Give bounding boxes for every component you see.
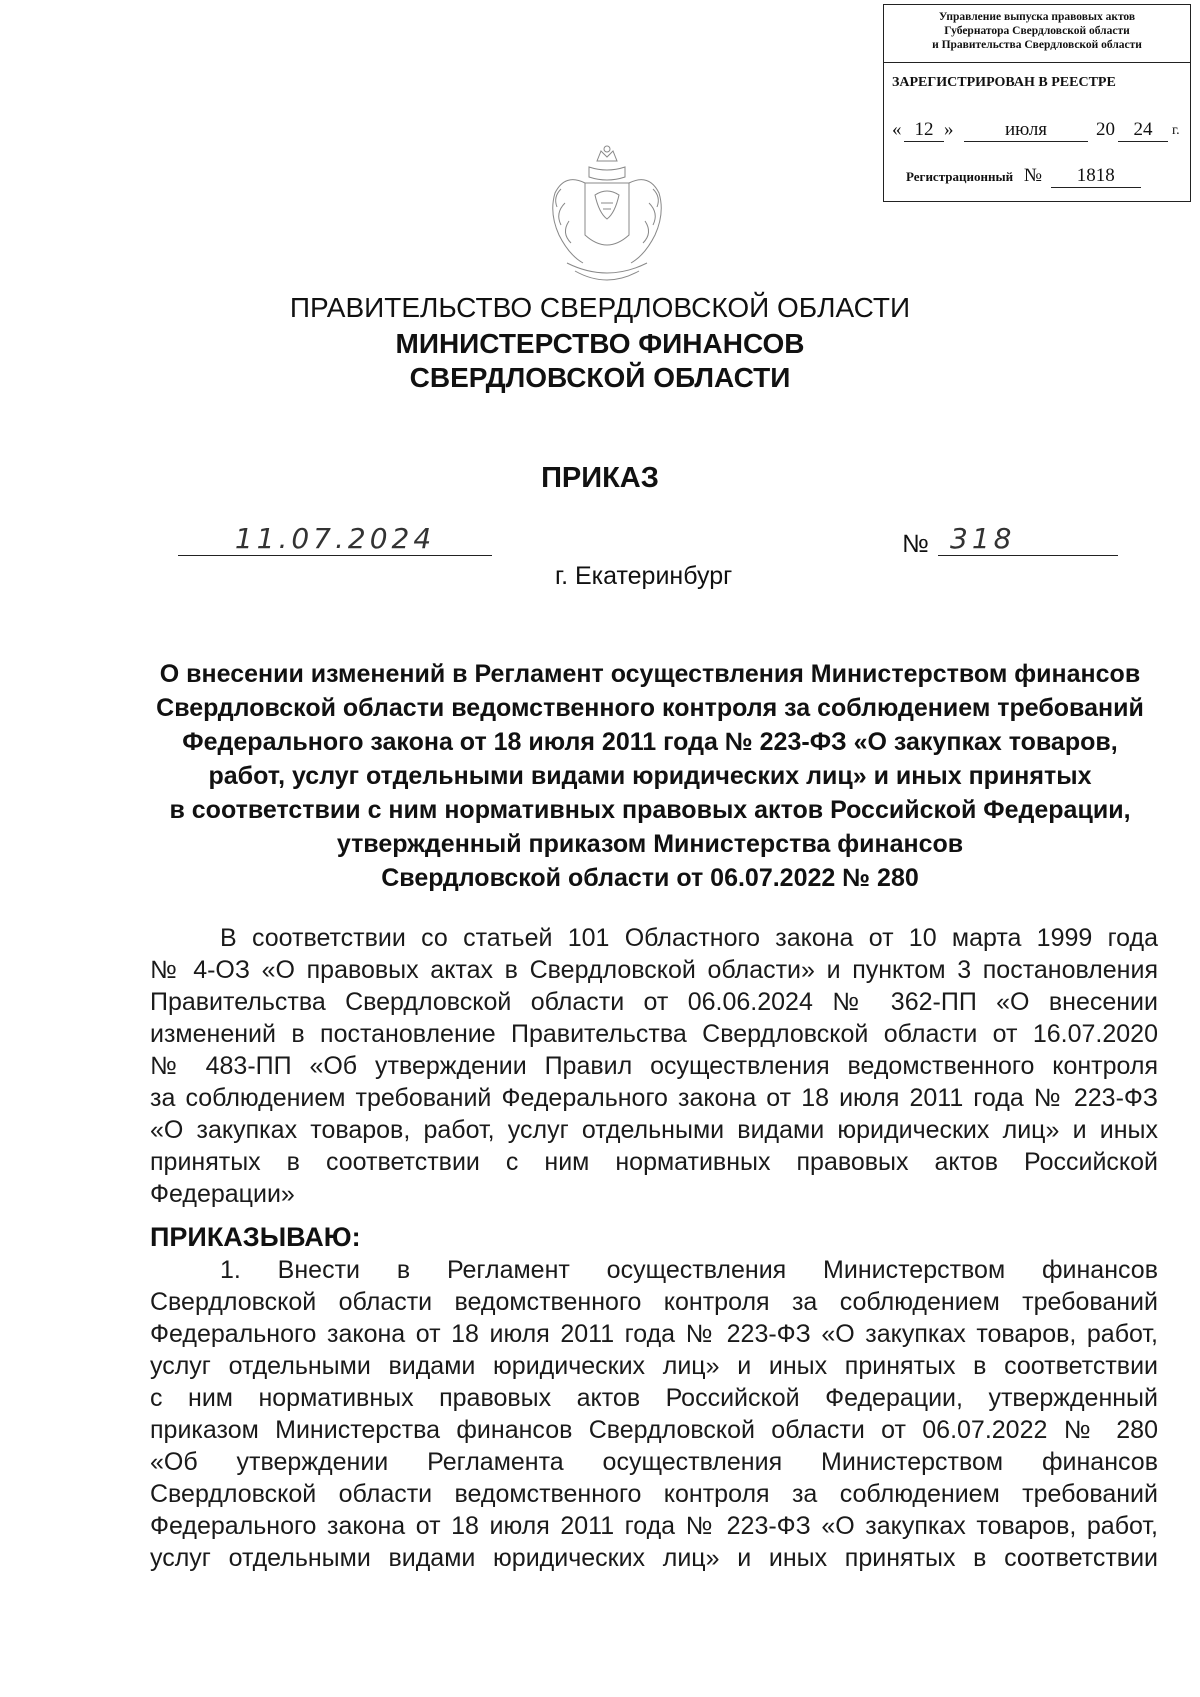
preamble-line: № 483-ПП «Об утверждении Правил осуществления ведомственного контроля — [150, 1052, 1158, 1080]
stamp-reg-label: Регистрационный — [906, 169, 1014, 184]
document-type: ПРИКАЗ — [541, 462, 659, 494]
preamble-line: «О закупках товаров, работ, услуг отдельными видами юридических лиц» и иных — [150, 1116, 1158, 1144]
coat-of-arms-emblem — [545, 143, 670, 293]
item1-line: Свердловской области ведомственного контроля за соблюдением требований — [150, 1480, 1158, 1508]
item1-line: услуг отдельными видами юридических лиц» и иных принятых в соответствии — [150, 1544, 1158, 1572]
item1-line: 1. Внести в Регламент осуществления Министерством финансов — [220, 1256, 1158, 1284]
title-line: О внесении изменений в Регламент осуществления Министерством финансов — [159, 660, 1141, 688]
stamp-header-line: и Правительства Свердловской области — [932, 39, 1142, 51]
item1-line: приказом Министерства финансов Свердловской области от 06.07.2022 № 280 — [150, 1416, 1158, 1444]
preamble-line: Федерации» — [150, 1180, 295, 1208]
ministry-name-line-1: МИНИСТЕРСТВО ФИНАНСОВ — [395, 328, 805, 359]
preamble-line: Правительства Свердловской области от 06.06.2024 № 362-ПП «О внесении — [150, 988, 1158, 1016]
stamp-reg-number-row — [906, 165, 1141, 188]
item1-line: услуг отдельными видами юридических лиц» и иных принятых в соответствии — [150, 1352, 1158, 1380]
order-word: ПРИКАЗЫВАЮ: — [150, 1222, 361, 1252]
date-field — [178, 522, 492, 556]
title-line: Свердловской области ведомственного контроля за соблюдением требований — [156, 694, 1144, 722]
stamp-registered-label: ЗАРЕГИСТРИРОВАН В РЕЕСТРЕ — [892, 75, 1116, 90]
item1-line: Свердловской области ведомственного контроля за соблюдением требований — [150, 1288, 1158, 1316]
stamp-year-unit: г. — [1172, 123, 1180, 138]
preamble-line: № 4-ОЗ «О правовых актах в Свердловской области» и пунктом 3 постановления — [150, 956, 1158, 984]
title-line: в соответствии с ним нормативных правовых актов Российской Федерации, — [169, 796, 1131, 824]
item1-line: «Об утверждении Регламента осуществления Министерством финансов — [150, 1448, 1158, 1476]
item1-line: Федерального закона от 18 июля 2011 года № 223-ФЗ «О закупках товаров, работ, — [150, 1512, 1158, 1540]
ministry-name-line-2: СВЕРДЛОВСКОЙ ОБЛАСТИ — [409, 362, 791, 393]
title-line: утвержденный приказом Министерства финансов — [336, 830, 964, 858]
title-line: Свердловской области от 06.07.2022 № 280 — [381, 864, 919, 892]
item1-line: с ним нормативных правовых актов Российской Федерации, утвержденный — [150, 1384, 1158, 1412]
stamp-number-sign: № — [1023, 165, 1042, 186]
title-line: Федерального закона от 18 июля 2011 года № 223-ФЗ «О закупках товаров, — [182, 728, 1118, 756]
stamp-reg-number: 1818 — [1051, 165, 1141, 188]
stamp-year-suffix: 24 — [1118, 119, 1168, 142]
date-handwritten: 11.07.2024 — [234, 522, 436, 555]
stamp-header-line: Губернатора Свердловской области — [944, 25, 1130, 37]
preamble-line: В соответствии со статьей 101 Областного закона от 10 марта 1999 года — [220, 924, 1158, 952]
preamble-line: изменений в постановление Правительства Свердловской области от 16.07.2020 — [150, 1020, 1158, 1048]
city-name: г. Екатеринбург — [555, 562, 733, 590]
stamp-year-prefix: 20 — [1096, 119, 1115, 140]
preamble-line: за соблюдением требований Федерального закона от 18 июля 2011 года № 223-ФЗ — [150, 1084, 1158, 1112]
number-handwritten: 318 — [950, 522, 1016, 555]
registration-stamp — [883, 4, 1191, 202]
item1-line: Федерального закона от 18 июля 2011 года № 223-ФЗ «О закупках товаров, работ, — [150, 1320, 1158, 1348]
stamp-day: 12 — [904, 119, 944, 142]
stamp-close-quote: » — [944, 119, 954, 140]
title-line: работ, услуг отдельными видами юридических лиц» и иных принятых — [208, 762, 1092, 790]
preamble-line: принятых в соответствии с ним нормативных правовых актов Российской — [150, 1148, 1158, 1176]
government-name: ПРАВИТЕЛЬСТВО СВЕРДЛОВСКОЙ ОБЛАСТИ — [289, 292, 911, 323]
number-sign: № — [902, 530, 929, 558]
stamp-header-line: Управление выпуска правовых актов — [938, 11, 1136, 23]
number-field — [938, 522, 1118, 556]
stamp-header — [884, 5, 1190, 63]
stamp-month: июля — [964, 119, 1088, 142]
stamp-open-quote: « — [892, 119, 902, 140]
